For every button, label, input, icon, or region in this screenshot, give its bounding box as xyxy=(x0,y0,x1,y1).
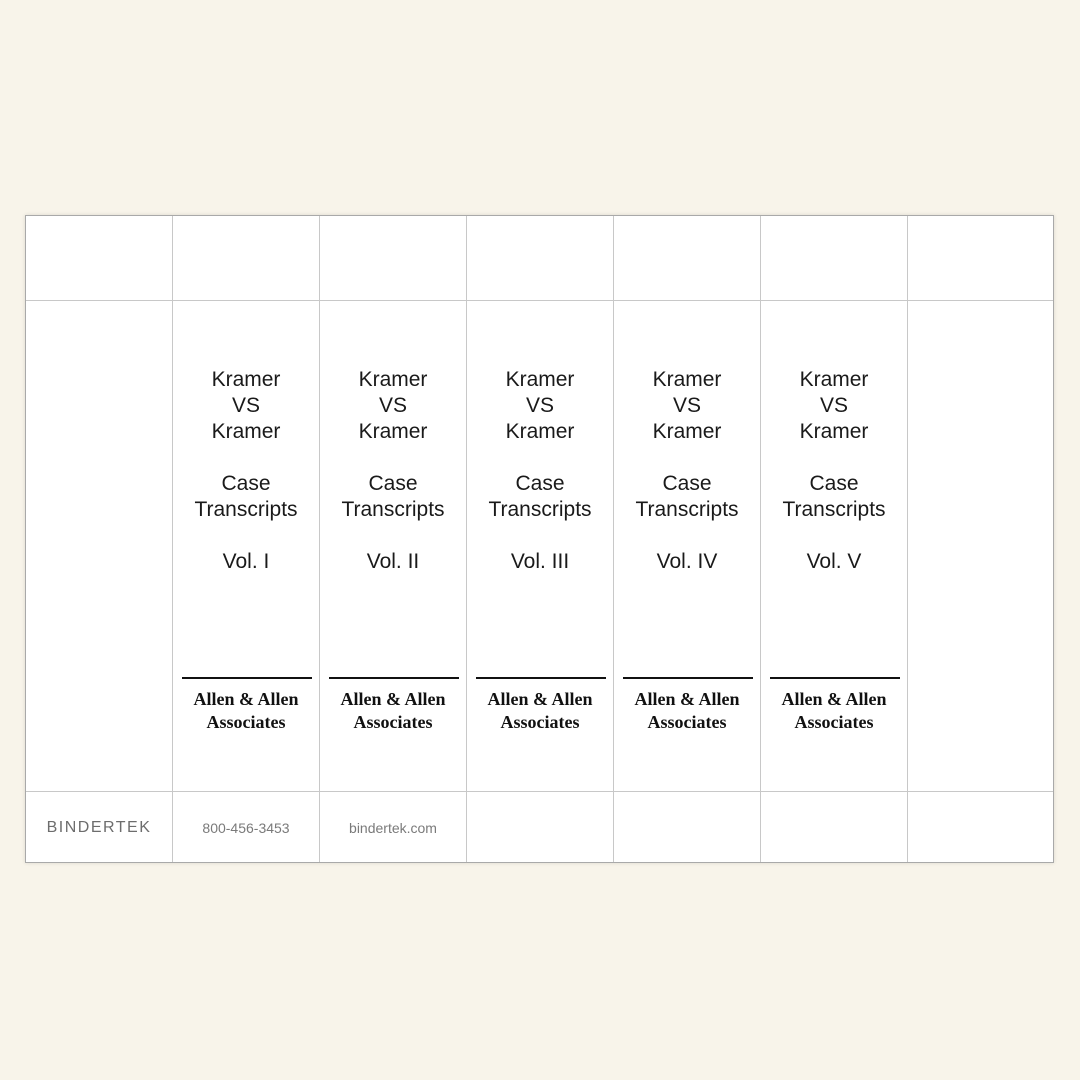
case-name-line: Kramer xyxy=(358,420,428,443)
spine-title xyxy=(614,367,760,575)
spine-label-5[interactable] xyxy=(761,301,907,791)
volume-label: Vol. V xyxy=(806,550,862,573)
case-name-line: VS xyxy=(672,394,701,417)
divider-rule xyxy=(182,677,312,679)
website-cell xyxy=(320,792,466,864)
spine-label-2[interactable] xyxy=(320,301,466,791)
firm-name xyxy=(467,688,613,734)
phone-cell xyxy=(173,792,319,864)
divider-rule xyxy=(476,677,606,679)
subtitle-line: Transcripts xyxy=(782,498,886,521)
volume-label: Vol. III xyxy=(510,550,570,573)
subtitle-line: Transcripts xyxy=(194,498,298,521)
website-link[interactable]: bindertek.com xyxy=(349,820,437,836)
firm-name-line: Allen & Allen xyxy=(193,689,299,709)
firm-name-line: Associates xyxy=(206,712,286,732)
firm-name xyxy=(614,688,760,734)
divider-rule xyxy=(623,677,753,679)
subtitle-line: Case xyxy=(515,472,565,495)
case-name-line: VS xyxy=(525,394,554,417)
case-name-line: Kramer xyxy=(505,368,575,391)
case-name-line: Kramer xyxy=(505,420,575,443)
spine-title xyxy=(320,367,466,575)
spine-title xyxy=(467,367,613,575)
spine-label-1[interactable] xyxy=(173,301,319,791)
subtitle-line: Case xyxy=(221,472,271,495)
case-name-line: Kramer xyxy=(211,368,281,391)
divider-rule xyxy=(329,677,459,679)
case-name-line: Kramer xyxy=(652,368,722,391)
label-sheet xyxy=(25,215,1054,863)
subtitle-line: Transcripts xyxy=(635,498,739,521)
case-name-line: Kramer xyxy=(211,420,281,443)
spine-title xyxy=(173,367,319,575)
subtitle-line: Case xyxy=(809,472,859,495)
brand-cell xyxy=(26,792,172,864)
subtitle-line: Case xyxy=(368,472,418,495)
volume-label: Vol. I xyxy=(222,550,270,573)
subtitle-line: Transcripts xyxy=(341,498,445,521)
case-name-line: Kramer xyxy=(799,420,869,443)
firm-name xyxy=(173,688,319,734)
firm-name-line: Associates xyxy=(500,712,580,732)
firm-name-line: Allen & Allen xyxy=(634,689,740,709)
divider-rule xyxy=(770,677,900,679)
firm-name xyxy=(761,688,907,734)
subtitle-line: Case xyxy=(662,472,712,495)
spine-label-4[interactable] xyxy=(614,301,760,791)
phone-number: 800-456-3453 xyxy=(202,820,290,836)
firm-name-line: Associates xyxy=(353,712,433,732)
firm-name xyxy=(320,688,466,734)
volume-label: Vol. II xyxy=(366,550,420,573)
case-name-line: VS xyxy=(819,394,848,417)
case-name-line: Kramer xyxy=(799,368,869,391)
subtitle-line: Transcripts xyxy=(488,498,592,521)
firm-name-line: Allen & Allen xyxy=(340,689,446,709)
firm-name-line: Allen & Allen xyxy=(487,689,593,709)
brand-logo: BINDERTEK xyxy=(46,819,152,836)
spine-title xyxy=(761,367,907,575)
column-divider xyxy=(907,216,908,862)
firm-name-line: Associates xyxy=(794,712,874,732)
case-name-line: Kramer xyxy=(358,368,428,391)
case-name-line: VS xyxy=(231,394,260,417)
case-name-line: Kramer xyxy=(652,420,722,443)
spine-label-3[interactable] xyxy=(467,301,613,791)
firm-name-line: Allen & Allen xyxy=(781,689,887,709)
volume-label: Vol. IV xyxy=(656,550,718,573)
firm-name-line: Associates xyxy=(647,712,727,732)
case-name-line: VS xyxy=(378,394,407,417)
